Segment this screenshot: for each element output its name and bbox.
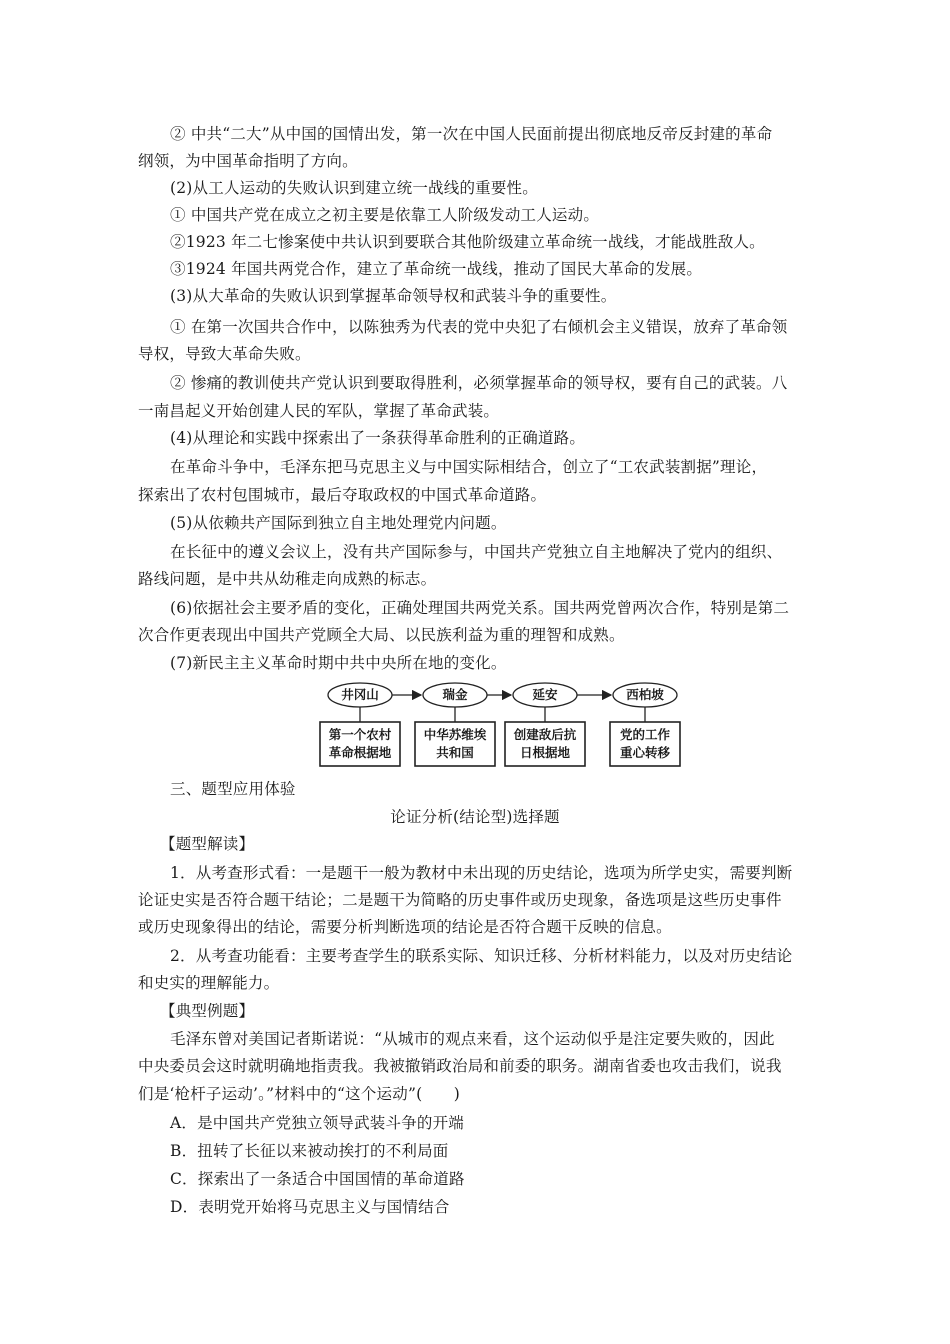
example-label: 【典型例题】 xyxy=(160,1002,255,1020)
paragraph-line: (3)从大革命的失败认识到掌握革命领导权和武装斗争的重要性。 xyxy=(170,287,617,305)
paragraph-line: 论证史实是否符合题干结论；二是题干为简略的历史事件或历史现象，备选项是这些历史事件 xyxy=(138,891,782,909)
note-line: 党的工作 xyxy=(619,727,670,742)
note-line: 日根据地 xyxy=(519,745,570,760)
paragraph-line: ② 惨痛的教训使共产党认识到要取得胜利，必须掌握革命的领导权，要有自己的武装。八 xyxy=(170,374,788,392)
option-c: C．探索出了一条适合中国国情的革命道路 xyxy=(170,1170,465,1188)
paragraph-line: 探索出了农村包围城市，最后夺取政权的中国式革命道路。 xyxy=(138,486,547,504)
question-line: 毛泽东曾对美国记者斯诺说：“从城市的观点来看，这个运动似乎是注定要失败的，因此 xyxy=(170,1030,775,1048)
paragraph-line: ② 中共“二大”从中国的国情出发，第一次在中国人民面前提出彻底地反帝反封建的革命 xyxy=(170,125,773,143)
note-line: 创建敌后抗 xyxy=(513,727,577,742)
paragraph-line: ②1923 年二七惨案使中共认识到要联合其他阶级建立革命统一战线，才能战胜敌人。 xyxy=(170,233,765,251)
paragraph-line: 次合作更表现出中国共产党顾全大局、以民族利益为重的理智和成熟。 xyxy=(138,626,625,644)
note-line: 重心转移 xyxy=(619,745,670,760)
paragraph-line: 路线问题，是中共从幼稚走向成熟的标志。 xyxy=(138,570,437,588)
paragraph-line: 纲领，为中国革命指明了方向。 xyxy=(138,152,358,170)
interpretation-label: 【题型解读】 xyxy=(160,835,255,853)
place-xibaipo: 西柏坡 xyxy=(626,687,664,702)
paragraph-line: (4)从理论和实践中探索出了一条获得革命胜利的正确道路。 xyxy=(170,429,586,447)
option-b: B．扭转了长征以来被动挨打的不利局面 xyxy=(170,1142,449,1160)
note-1 xyxy=(320,726,400,762)
paragraph-line: 在长征中的遵义会议上，没有共产国际参与，中国共产党独立自主地解决了党内的组织、 xyxy=(170,543,783,561)
note-line: 共和国 xyxy=(436,745,474,760)
note-4 xyxy=(605,726,685,762)
option-a: A．是中国共产党独立领导武装斗争的开端 xyxy=(170,1114,464,1132)
note-line: 革命根据地 xyxy=(328,745,392,760)
paragraph-line: 2．从考查功能看：主要考查学生的联系实际、知识迁移、分析材料能力，以及对历史结论 xyxy=(170,947,793,965)
paragraph-line: (5)从依赖共产国际到独立自主地处理党内问题。 xyxy=(170,514,507,532)
place-yanan: 延安 xyxy=(532,687,558,702)
question-line: 们是‘枪杆子运动’。”材料中的“这个运动”( ) xyxy=(138,1085,460,1103)
question-line: 中央委员会这时就明确地指责我。我被撤销政治局和前委的职务。湖南省委也攻击我们，说我 xyxy=(138,1057,782,1075)
paragraph-line: 1．从考查形式看：一是题干一般为教材中未出现的历史结论，选项为所学史实，需要判断 xyxy=(170,864,793,882)
option-d: D．表明党开始将马克思主义与国情结合 xyxy=(170,1198,450,1216)
note-line: 第一个农村 xyxy=(328,727,392,742)
paragraph-line: (2)从工人运动的失败认识到建立统一战线的重要性。 xyxy=(170,179,538,197)
paragraph-line: 导权，导致大革命失败。 xyxy=(138,345,311,363)
paragraph-line: 在革命斗争中，毛泽东把马克思主义与中国实际相结合，创立了“工农武装割据”理论， xyxy=(170,458,768,476)
place-jinggangshan: 井冈山 xyxy=(341,687,379,702)
note-line: 中华苏维埃 xyxy=(423,727,487,742)
paragraph-line: ① 中国共产党在成立之初主要是依靠工人阶级发动工人运动。 xyxy=(170,206,600,224)
paragraph-line: ① 在第一次国共合作中，以陈独秀为代表的党中央犯了右倾机会主义错误，放弃了革命领 xyxy=(170,318,788,336)
note-3 xyxy=(505,726,585,762)
note-2 xyxy=(415,726,495,762)
paragraph-line: (6)依据社会主要矛盾的变化，正确处理国共两党关系。国共两党曾两次合作，特别是第二 xyxy=(170,599,790,617)
section-subtitle: 论证分析(结论型)选择题 xyxy=(390,808,560,826)
capital-location-diagram xyxy=(300,680,700,776)
paragraph-line: 一南昌起义开始创建人民的军队，掌握了革命武装。 xyxy=(138,402,500,420)
place-ruijin: 瑞金 xyxy=(442,687,468,702)
paragraph-line: (7)新民主主义革命时期中共中央所在地的变化。 xyxy=(170,654,507,672)
paragraph-line: 或历史现象得出的结论，需要分析判断选项的结论是否符合题干反映的信息。 xyxy=(138,918,672,936)
paragraph-line: ③1924 年国共两党合作，建立了革命统一战线，推动了国民大革命的发展。 xyxy=(170,260,703,278)
paragraph-line: 和史实的理解能力。 xyxy=(138,974,280,992)
section-heading: 三、题型应用体验 xyxy=(170,780,296,798)
